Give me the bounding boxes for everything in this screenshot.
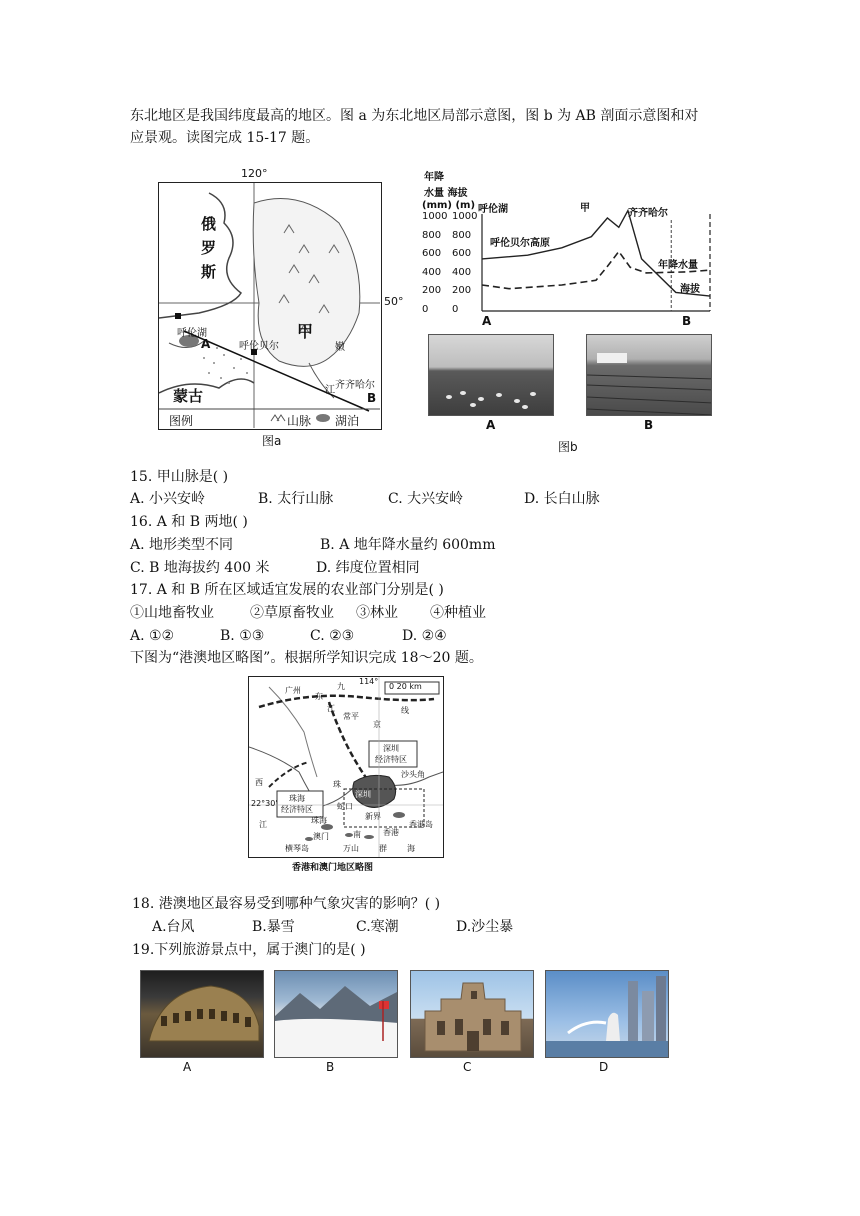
elev-tick-label: 0 [452, 304, 459, 315]
hk-xi: 西 [255, 778, 263, 787]
hk-wanshan: 万山 [343, 844, 359, 853]
elev-tick-label: 200 [452, 285, 472, 297]
elev-tick-label: 800 [452, 229, 472, 241]
hk-qun: 群 [379, 844, 387, 853]
q17-choice-4: ④种植业 [430, 605, 486, 621]
y-title-2: 水量 海拔 [424, 188, 468, 199]
point-b-label: B [367, 391, 377, 405]
q19-stem: 19.下列旅游景点中，属于澳门的是( ) [132, 942, 366, 958]
hk-zh-zone-1: 珠海 [289, 794, 305, 803]
q17-choice-2: ②草原畜牧业 [250, 605, 334, 621]
latitude-label: 50° [384, 295, 404, 308]
profile-point-b: B [682, 314, 692, 328]
precip-tick-label: 600 [422, 248, 442, 260]
elev-series-line [482, 211, 710, 297]
hk-lat-label: 22°30' [251, 799, 278, 808]
hk-xianggang: 香港 [383, 828, 399, 837]
mongolia-label: 蒙古 [173, 387, 204, 405]
elev-tick-label: 400 [452, 266, 472, 278]
precip-tick-label: 1000 [422, 211, 448, 222]
hk-lon-label: 114° [359, 677, 379, 686]
landscape-photo-b [586, 334, 712, 416]
q16-option-c[interactable]: C. B 地海拔约 400 米 [130, 560, 270, 576]
hk-zh-zone-2: 经济特区 [281, 805, 313, 814]
q19-photo-a-colosseum[interactable] [140, 970, 264, 1058]
q19-label-d: D [599, 1060, 609, 1074]
hk-xian: 线 [401, 706, 409, 715]
q19-photo-c-st-pauls[interactable] [410, 970, 534, 1058]
russia-label-1: 俄 [201, 215, 217, 233]
precip-tick-label: 200 [422, 285, 442, 297]
q16-stem: 16. A 和 B 两地( ) [130, 514, 248, 530]
y-title-1: 年降 [424, 172, 444, 183]
hk-nan: 南 [353, 830, 361, 839]
photo-b-label: B [644, 418, 654, 432]
intro-2: 下图为“港澳地区略图”。根据所学知识完成 18～20 题。 [130, 650, 483, 666]
jia-mountain-label: 甲 [297, 322, 314, 341]
q15-option-b[interactable]: B. 太行山脉 [258, 491, 334, 507]
hk-changping: 常平 [343, 712, 359, 721]
q16-option-a[interactable]: A. 地形类型不同 [130, 537, 234, 553]
hulunbuir-label: 呼伦贝尔 [239, 341, 279, 352]
figure-a-map [158, 167, 404, 430]
hk-shekou: 蛇口 [337, 802, 353, 811]
profile-point-a: A [482, 314, 492, 328]
figure-b-profile [420, 168, 720, 328]
q18-option-a[interactable]: A.台风 [152, 919, 195, 935]
q17-choice-1: ①山地畜牧业 [130, 605, 214, 621]
jiang-river-label: 江 [325, 385, 335, 396]
elev-tick-label: 600 [452, 248, 472, 260]
q16-option-d[interactable]: D. 纬度位置相同 [316, 560, 420, 576]
jia-peak-label: 甲 [580, 203, 590, 214]
hk-macau-map [248, 676, 444, 858]
hk-aomen: 澳门 [313, 832, 329, 841]
q18-option-c[interactable]: C.寒潮 [356, 919, 399, 935]
q15-stem: 15. 甲山脉是( ) [130, 469, 229, 485]
hk-jing: 京 [373, 720, 381, 729]
hk-shatoujiao: 沙头角 [401, 770, 425, 779]
y-units: (mm) (m) [422, 200, 476, 211]
q19-label-c: C [463, 1060, 472, 1074]
q17-stem: 17. A 和 B 所在区域适宜发展的农业部门分别是( ) [130, 582, 444, 598]
russia-label-3: 斯 [201, 263, 217, 281]
hk-island: 香港岛 [409, 820, 433, 829]
precip-tick-label: 400 [422, 266, 442, 278]
q18-option-d[interactable]: D.沙尘暴 [456, 919, 514, 935]
hk-guangzhou: 广州 [285, 686, 301, 695]
intro-line-2: 应景观。读图完成 15-17 题。 [130, 130, 320, 146]
q15-option-d[interactable]: D. 长白山脉 [524, 491, 600, 507]
hk-scale-label: 0 20 km [389, 682, 422, 691]
q17-option-a[interactable]: A. ①② [130, 628, 175, 644]
hk-sz-zone-2: 经济特区 [375, 755, 407, 764]
qiqihar-profile-label: 齐齐哈尔 [628, 208, 668, 219]
q17-choice-3: ③林业 [356, 605, 398, 621]
q17-option-b[interactable]: B. ①③ [220, 628, 265, 644]
q15-option-c[interactable]: C. 大兴安岭 [388, 491, 464, 507]
hk-jiang2: 江 [259, 820, 267, 829]
q15-option-a[interactable]: A. 小兴安岭 [130, 491, 206, 507]
point-a-label: A [201, 337, 211, 351]
q19-label-b: B [326, 1060, 335, 1074]
precip-tick-label: 800 [422, 229, 442, 241]
hk-shenzhen: 深圳 [355, 790, 371, 799]
hk-hengqin: 横琴岛 [285, 844, 309, 853]
hk-zhuhai: 珠海 [311, 816, 327, 825]
q17-option-d[interactable]: D. ②④ [402, 628, 447, 644]
hk-sz-zone-1: 深圳 [383, 744, 399, 753]
longitude-label: 120° [241, 167, 268, 180]
hk-jiang: 江 [327, 704, 335, 713]
qiqihar-label: 齐齐哈尔 [335, 380, 375, 391]
figure-a-caption: 图a [262, 434, 282, 448]
figure-b-caption: 图b [558, 440, 578, 454]
elev-series-label: 海拔 [680, 284, 700, 295]
nen-river-label: 嫩 [335, 342, 345, 353]
elev-tick-label: 1000 [452, 211, 478, 222]
legend-mountain: 山脉 [287, 414, 312, 428]
q19-photo-d-merlion[interactable] [545, 970, 669, 1058]
precip-series-label: 年降水量 [658, 260, 698, 271]
russia-label-2: 罗 [201, 239, 217, 257]
precip-tick-label: 0 [422, 304, 429, 315]
legend-lake: 湖泊 [335, 414, 360, 428]
hk-dong: 东 [315, 692, 323, 701]
hk-macau-map-drawing [249, 677, 443, 857]
plateau-label: 呼伦贝尔高原 [490, 238, 550, 249]
hulun-lake-label: 呼伦湖 [177, 328, 207, 339]
photo-a-label: A [486, 418, 496, 432]
landscape-photo-a [428, 334, 554, 416]
intro-line-1: 东北地区是我国纬度最高的地区。图 a 为东北地区局部示意图，图 b 为 AB 剖面示意图和对 [130, 108, 699, 124]
hk-jiu: 九 [337, 682, 345, 691]
profile-chart-svg [420, 168, 720, 328]
hk-zhu: 珠 [333, 780, 341, 789]
hk-map-caption: 香港和澳门地区略图 [292, 863, 374, 873]
q19-photo-b-ski[interactable] [274, 970, 398, 1058]
legend-title: 图例 [169, 414, 194, 428]
hk-hai: 海 [407, 844, 415, 853]
q16-option-b[interactable]: B. A 地年降水量约 600mm [320, 537, 496, 553]
q19-label-a: A [183, 1060, 192, 1074]
q17-option-c[interactable]: C. ②③ [310, 628, 355, 644]
hk-xinjie: 新界 [365, 812, 381, 821]
hulun-lake-profile-label: 呼伦湖 [478, 204, 508, 215]
q18-stem: 18. 港澳地区最容易受到哪种气象灾害的影响？( ) [132, 896, 441, 912]
q18-option-b[interactable]: B.暴雪 [252, 919, 295, 935]
